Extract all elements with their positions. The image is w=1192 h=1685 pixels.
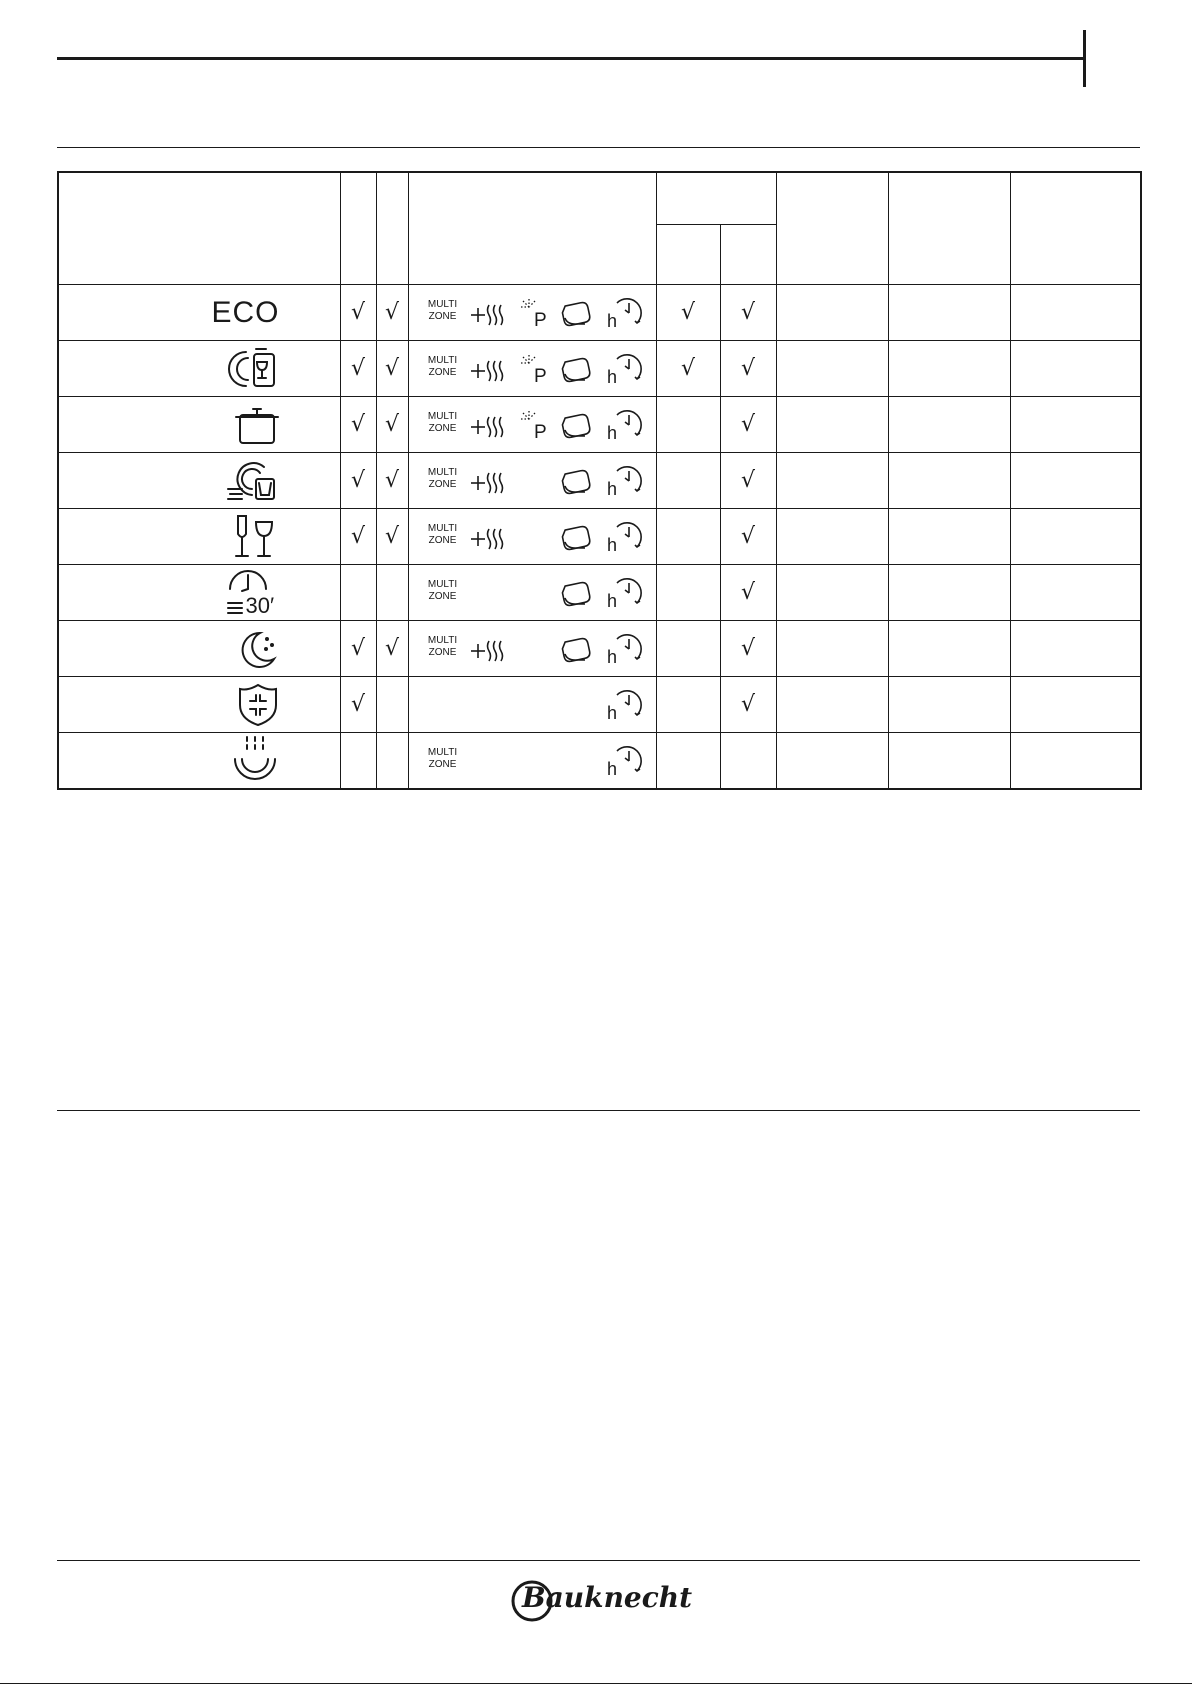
- header-subcell: [656, 225, 720, 285]
- check-col-1: √: [340, 621, 376, 677]
- multizone-label: [423, 411, 463, 435]
- check-col-4: √: [720, 285, 776, 341]
- svg-text:P: P: [533, 366, 547, 385]
- options-cell: [408, 453, 656, 509]
- check-col-4: √: [720, 509, 776, 565]
- check-col-3: [656, 733, 720, 790]
- options-cell: [408, 341, 656, 397]
- svg-text:h: h: [606, 367, 617, 387]
- multizone-line-2: ZONE: [428, 367, 457, 378]
- svg-text:h: h: [606, 759, 617, 779]
- empty-col-2: [888, 621, 1010, 677]
- brand-name: Bauknecht: [522, 1581, 693, 1614]
- multizone-line-2: ZONE: [428, 311, 457, 322]
- extra-dry-icon: [469, 637, 505, 663]
- check-col-1: √: [340, 453, 376, 509]
- empty-col-3: [1010, 733, 1141, 790]
- options-group: [409, 285, 656, 340]
- check-col-3: [656, 453, 720, 509]
- section-rule-top: [57, 147, 1140, 148]
- svg-text:P: P: [533, 422, 547, 441]
- empty-col-3: [1010, 677, 1141, 733]
- check-col-1: [340, 565, 376, 621]
- mixed-load-icon: [224, 344, 280, 394]
- header-cell: [58, 172, 340, 285]
- tablet-icon: [561, 301, 591, 327]
- multizone-line-1: MULTI: [427, 747, 458, 758]
- programme-icon-cell: [58, 565, 340, 621]
- sanitize-icon: [236, 681, 280, 729]
- check-col-2: √: [376, 621, 408, 677]
- check-col-1: √: [340, 341, 376, 397]
- brand-logo: [508, 1576, 693, 1624]
- power-clean-icon: [519, 353, 551, 385]
- section-rule-bottom: [57, 1110, 1140, 1111]
- check-col-3: [656, 565, 720, 621]
- delay-start-icon: [605, 743, 643, 779]
- delay-start-icon: [605, 687, 643, 723]
- options-group: [409, 677, 656, 732]
- night-icon: [234, 627, 280, 671]
- options-cell: [408, 621, 656, 677]
- fast-daily-icon: [224, 457, 280, 505]
- empty-col-3: [1010, 453, 1141, 509]
- multizone-line-1: MULTI: [427, 579, 458, 590]
- empty-col-2: [888, 677, 1010, 733]
- options-group: [409, 733, 656, 788]
- multizone-line-1: MULTI: [427, 467, 458, 478]
- empty-col-3: [1010, 285, 1141, 341]
- empty-col-2: [888, 453, 1010, 509]
- delay-start-icon: [605, 463, 643, 499]
- svg-text:h: h: [606, 703, 617, 723]
- empty-col-3: [1010, 341, 1141, 397]
- header-cell: [408, 172, 656, 285]
- empty-col-2: [888, 509, 1010, 565]
- check-col-3: [656, 621, 720, 677]
- programme-row: [58, 285, 1141, 341]
- multizone-line-1: MULTI: [427, 523, 458, 534]
- check-col-2: √: [376, 397, 408, 453]
- options-group: [409, 565, 656, 620]
- eco-label: ECO: [211, 295, 280, 329]
- tablet-icon: [561, 469, 591, 495]
- programme-icon-cell: [58, 509, 340, 565]
- multizone-line-1: MULTI: [427, 299, 458, 310]
- delay-start-icon: [605, 575, 643, 611]
- footer-rule: [57, 1560, 1140, 1561]
- check-col-3: [656, 509, 720, 565]
- programme-icon-cell: [58, 677, 340, 733]
- rapid-30-label: 30′: [245, 592, 275, 618]
- check-col-2: [376, 733, 408, 790]
- check-col-4: √: [720, 397, 776, 453]
- options-cell: [408, 509, 656, 565]
- multizone-line-2: ZONE: [428, 591, 457, 602]
- empty-col-1: [776, 733, 888, 790]
- multizone-label: [423, 635, 463, 659]
- header-row: [58, 172, 1141, 225]
- glasses-icon: [228, 512, 280, 562]
- check-col-4: √: [720, 565, 776, 621]
- programme-icon-cell: [58, 397, 340, 453]
- check-col-3: √: [656, 285, 720, 341]
- programme-table: [57, 171, 1142, 790]
- tablet-icon: [561, 357, 591, 383]
- multizone-label: [423, 355, 463, 379]
- check-col-2: √: [376, 341, 408, 397]
- delay-start-icon: [605, 407, 643, 443]
- options-cell: [408, 285, 656, 341]
- empty-col-1: [776, 341, 888, 397]
- options-cell: [408, 397, 656, 453]
- check-col-2: √: [376, 285, 408, 341]
- check-col-4: √: [720, 341, 776, 397]
- multizone-line-1: MULTI: [427, 355, 458, 366]
- check-col-4: [720, 733, 776, 790]
- multizone-line-2: ZONE: [428, 535, 457, 546]
- delay-start-icon: [605, 519, 643, 555]
- multizone-line-2: ZONE: [428, 423, 457, 434]
- programme-icon-cell: [58, 621, 340, 677]
- header-subcell: [720, 225, 776, 285]
- check-col-1: √: [340, 677, 376, 733]
- tablet-icon: [561, 413, 591, 439]
- prewash-icon: [230, 735, 280, 787]
- programme-row: [58, 621, 1141, 677]
- header-cell: [340, 172, 376, 285]
- multizone-line-1: MULTI: [427, 635, 458, 646]
- programme-icon-cell: [58, 733, 340, 790]
- programme-icon-cell: [58, 341, 340, 397]
- extra-dry-icon: [469, 301, 505, 327]
- svg-text:h: h: [606, 647, 617, 667]
- options-cell: [408, 565, 656, 621]
- top-rule: [57, 57, 1083, 60]
- empty-col-1: [776, 565, 888, 621]
- multizone-line-2: ZONE: [428, 647, 457, 658]
- power-clean-icon: [519, 409, 551, 441]
- svg-text:h: h: [606, 479, 617, 499]
- options-group: [409, 509, 656, 564]
- check-col-2: [376, 677, 408, 733]
- programme-row: [58, 397, 1141, 453]
- multizone-label: [423, 299, 463, 323]
- check-col-4: √: [720, 621, 776, 677]
- top-rule-tick: [1083, 30, 1086, 87]
- check-col-1: [340, 733, 376, 790]
- check-col-1: √: [340, 397, 376, 453]
- options-group: [409, 397, 656, 452]
- empty-col-2: [888, 341, 1010, 397]
- bottom-rule: [0, 1683, 1192, 1684]
- empty-col-1: [776, 453, 888, 509]
- check-col-4: √: [720, 453, 776, 509]
- programme-icon-cell: [58, 285, 340, 341]
- tablet-icon: [561, 581, 591, 607]
- svg-text:h: h: [606, 311, 617, 331]
- empty-col-3: [1010, 509, 1141, 565]
- multizone-line-2: ZONE: [428, 759, 457, 770]
- programme-icon-cell: [58, 453, 340, 509]
- options-group: [409, 621, 656, 676]
- options-cell: [408, 733, 656, 790]
- extra-dry-icon: [469, 413, 505, 439]
- empty-col-1: [776, 677, 888, 733]
- svg-text:P: P: [533, 310, 547, 329]
- power-clean-icon: [519, 297, 551, 329]
- check-col-1: √: [340, 509, 376, 565]
- check-col-3: √: [656, 341, 720, 397]
- multizone-line-2: ZONE: [428, 479, 457, 490]
- header-cell: [1010, 172, 1141, 285]
- multizone-label: [423, 579, 463, 603]
- check-col-4: √: [720, 677, 776, 733]
- multizone-label: [423, 523, 463, 547]
- extra-dry-icon: [469, 525, 505, 551]
- multizone-label: [423, 467, 463, 491]
- programme-row: [58, 565, 1141, 621]
- header-cell: [776, 172, 888, 285]
- options-group: [409, 341, 656, 396]
- tablet-icon: [561, 637, 591, 663]
- programme-row: [58, 509, 1141, 565]
- empty-col-1: [776, 509, 888, 565]
- check-col-1: √: [340, 285, 376, 341]
- empty-col-2: [888, 397, 1010, 453]
- options-group: [409, 453, 656, 508]
- check-col-3: [656, 677, 720, 733]
- empty-col-3: [1010, 621, 1141, 677]
- multizone-line-1: MULTI: [427, 411, 458, 422]
- svg-text:h: h: [606, 591, 617, 611]
- programme-row: [58, 453, 1141, 509]
- empty-col-1: [776, 621, 888, 677]
- empty-col-2: [888, 565, 1010, 621]
- check-col-2: √: [376, 453, 408, 509]
- tablet-icon: [561, 525, 591, 551]
- empty-col-3: [1010, 565, 1141, 621]
- header-cell: [376, 172, 408, 285]
- options-cell: [408, 677, 656, 733]
- programme-row: [58, 733, 1141, 790]
- programme-row: [58, 677, 1141, 733]
- delay-start-icon: [605, 631, 643, 667]
- check-col-2: [376, 565, 408, 621]
- pot-icon: [234, 403, 280, 447]
- empty-col-3: [1010, 397, 1141, 453]
- programme-row: [58, 341, 1141, 397]
- svg-text:h: h: [606, 535, 617, 555]
- svg-text:h: h: [606, 423, 617, 443]
- check-col-2: √: [376, 509, 408, 565]
- extra-dry-icon: [469, 469, 505, 495]
- rapid-30-icon: [224, 569, 280, 617]
- extra-dry-icon: [469, 357, 505, 383]
- empty-col-1: [776, 285, 888, 341]
- check-col-3: [656, 397, 720, 453]
- header-cell: [888, 172, 1010, 285]
- empty-col-1: [776, 397, 888, 453]
- delay-start-icon: [605, 295, 643, 331]
- multizone-label: [423, 747, 463, 771]
- empty-col-2: [888, 733, 1010, 790]
- header-cell: [656, 172, 776, 225]
- empty-col-2: [888, 285, 1010, 341]
- delay-start-icon: [605, 351, 643, 387]
